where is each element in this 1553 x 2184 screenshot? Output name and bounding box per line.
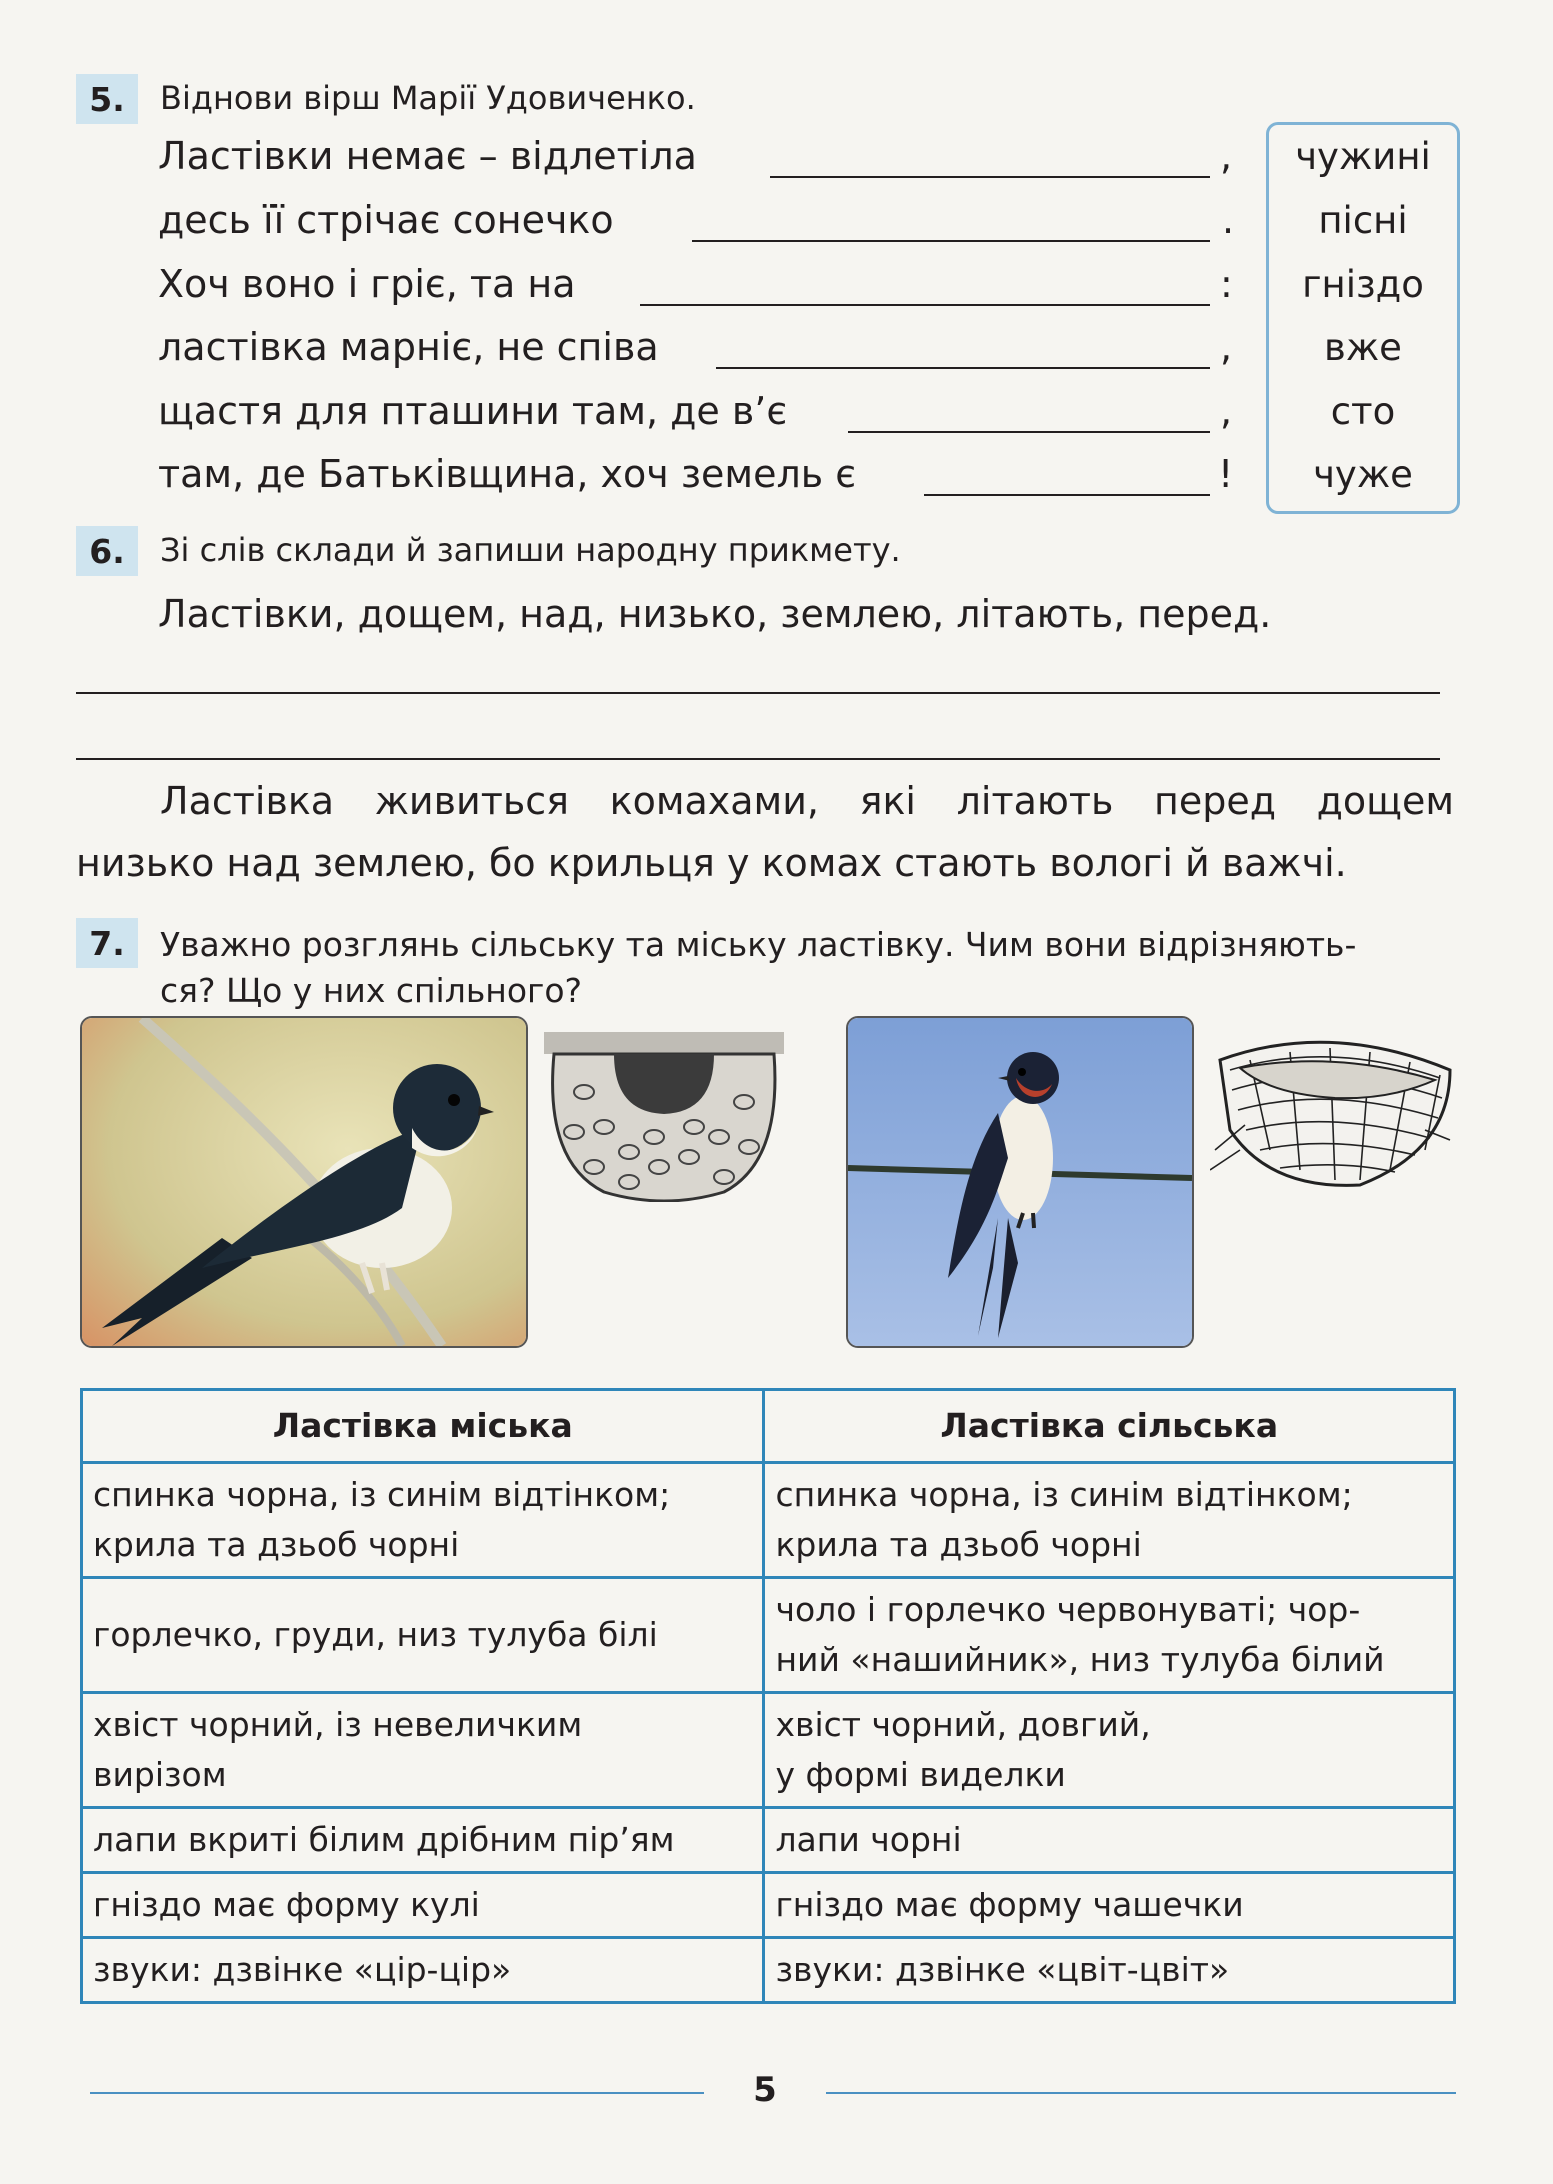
table-header-row — [82, 1390, 1455, 1463]
cell-line: крила та дзьоб чорні — [93, 1525, 460, 1564]
task-6-number: 6. — [76, 526, 138, 576]
answer-line-2[interactable] — [76, 758, 1440, 760]
cell-line: у формі виделки — [775, 1755, 1066, 1794]
explanation-line-2: низько над землею, бо крильця у комах стають вологі й важчі. — [76, 841, 1347, 885]
cell-line: вирізом — [93, 1755, 227, 1794]
task-7-instruction-line-2: ся? Що у них спільного? — [160, 971, 583, 1010]
table-cell — [764, 1873, 1455, 1938]
table-cell — [764, 1938, 1455, 2003]
verse-punct-4: , — [1220, 325, 1233, 369]
table-cell — [82, 1938, 764, 2003]
cell-line: гніздо має форму чашечки — [775, 1885, 1244, 1924]
verse-blank-3[interactable] — [640, 304, 1210, 306]
table-cell — [82, 1808, 764, 1873]
cell-line: ний «нашийник», низ тулуба білий — [775, 1640, 1385, 1679]
cell-line: спинка чорна, із синім відтінком; — [93, 1475, 671, 1514]
cell-line: лапи чорні — [775, 1820, 962, 1859]
verse-punct-3: : — [1220, 262, 1233, 306]
verse-punct-6: ! — [1218, 452, 1234, 496]
task-6-instruction: Зі слів склади й запиши народну прикмету. — [160, 531, 901, 569]
cell-line: чоло і горлечко червонуваті; чор- — [775, 1590, 1361, 1629]
cell-line: спинка чорна, із синім відтінком; — [775, 1475, 1353, 1514]
table-cell — [82, 1463, 764, 1578]
cell-line: крила та дзьоб чорні — [775, 1525, 1142, 1564]
cup-nest-drawing — [1210, 1030, 1460, 1200]
verse-line-3: Хоч воно і гріє, та на — [158, 262, 576, 306]
verse-blank-1[interactable] — [770, 176, 1210, 178]
table-row — [82, 1938, 1455, 2003]
cell-line: гніздо має форму кулі — [93, 1885, 480, 1924]
word-bank-item: чужині — [1295, 135, 1431, 178]
cell-line: горлечко, груди, низ тулуба білі — [93, 1615, 658, 1654]
word-bank-item: гніздо — [1302, 263, 1424, 306]
word-bank-item: чуже — [1313, 453, 1413, 496]
verse-punct-1: , — [1220, 134, 1233, 178]
table-row — [82, 1873, 1455, 1938]
table-cell — [82, 1693, 764, 1808]
footer-divider-right — [826, 2092, 1456, 2094]
table-cell — [82, 1578, 764, 1693]
footer-divider-left — [90, 2092, 704, 2094]
house-martin-photo — [80, 1016, 528, 1348]
word-bank-item: сто — [1330, 390, 1396, 433]
task-7-instruction-line-1: Уважно розглянь сільську та міську ластівку. Чим вони відрізняють- — [160, 925, 1357, 964]
task-5-number: 5. — [76, 74, 138, 124]
word-bank-item: пісні — [1318, 199, 1408, 242]
verse-line-4: ластівка марніє, не співа — [158, 325, 659, 369]
barn-swallow-photo — [846, 1016, 1194, 1348]
cell-line: звуки: дзвінке «цвіт-цвіт» — [775, 1950, 1230, 1989]
table-row — [82, 1463, 1455, 1578]
table-row — [82, 1693, 1455, 1808]
table-cell — [764, 1463, 1455, 1578]
table-row — [82, 1808, 1455, 1873]
verse-blank-6[interactable] — [924, 494, 1210, 496]
cell-line: лапи вкриті білим дрібним пір’ям — [93, 1820, 675, 1859]
task-6-explanation — [76, 770, 1454, 894]
column-header-city: Ластівка міська — [82, 1390, 764, 1463]
table-cell — [764, 1693, 1455, 1808]
explanation-line-1: Ластівка живиться комахами, які літають перед дощем — [160, 779, 1454, 823]
table-cell — [82, 1873, 764, 1938]
table-cell — [764, 1808, 1455, 1873]
verse-line-1: Ластівки немає – відлетіла — [158, 134, 697, 178]
table-row — [82, 1578, 1455, 1693]
word-bank-item: вже — [1324, 326, 1402, 369]
comparison-table — [80, 1388, 1456, 2004]
word-bank — [1266, 122, 1460, 514]
verse-blank-4[interactable] — [716, 367, 1210, 369]
table-cell — [764, 1578, 1455, 1693]
spherical-nest-drawing — [544, 1032, 784, 1202]
verse-line-2: десь її стрічає сонечко — [158, 198, 614, 242]
verse-punct-5: , — [1220, 389, 1233, 433]
verse-punct-2: . — [1222, 198, 1235, 242]
cell-line: хвіст чорний, із невеличким — [93, 1705, 583, 1744]
cell-line: хвіст чорний, довгий, — [775, 1705, 1151, 1744]
verse-blank-2[interactable] — [692, 240, 1210, 242]
task-6-words: Ластівки, дощем, над, низько, землею, літають, перед. — [158, 592, 1272, 636]
verse-line-6: там, де Батьківщина, хоч земель є — [158, 452, 857, 496]
column-header-village: Ластівка сільська — [764, 1390, 1455, 1463]
answer-line-1[interactable] — [76, 692, 1440, 694]
page-number: 5 — [753, 2070, 777, 2110]
cell-line: звуки: дзвінке «цір-цір» — [93, 1950, 512, 1989]
verse-line-5: щастя для пташини там, де в’є — [158, 389, 788, 433]
task-5-instruction: Віднови вірш Марії Удовиченко. — [160, 79, 696, 117]
verse-blank-5[interactable] — [848, 431, 1210, 433]
task-7-number: 7. — [76, 918, 138, 968]
